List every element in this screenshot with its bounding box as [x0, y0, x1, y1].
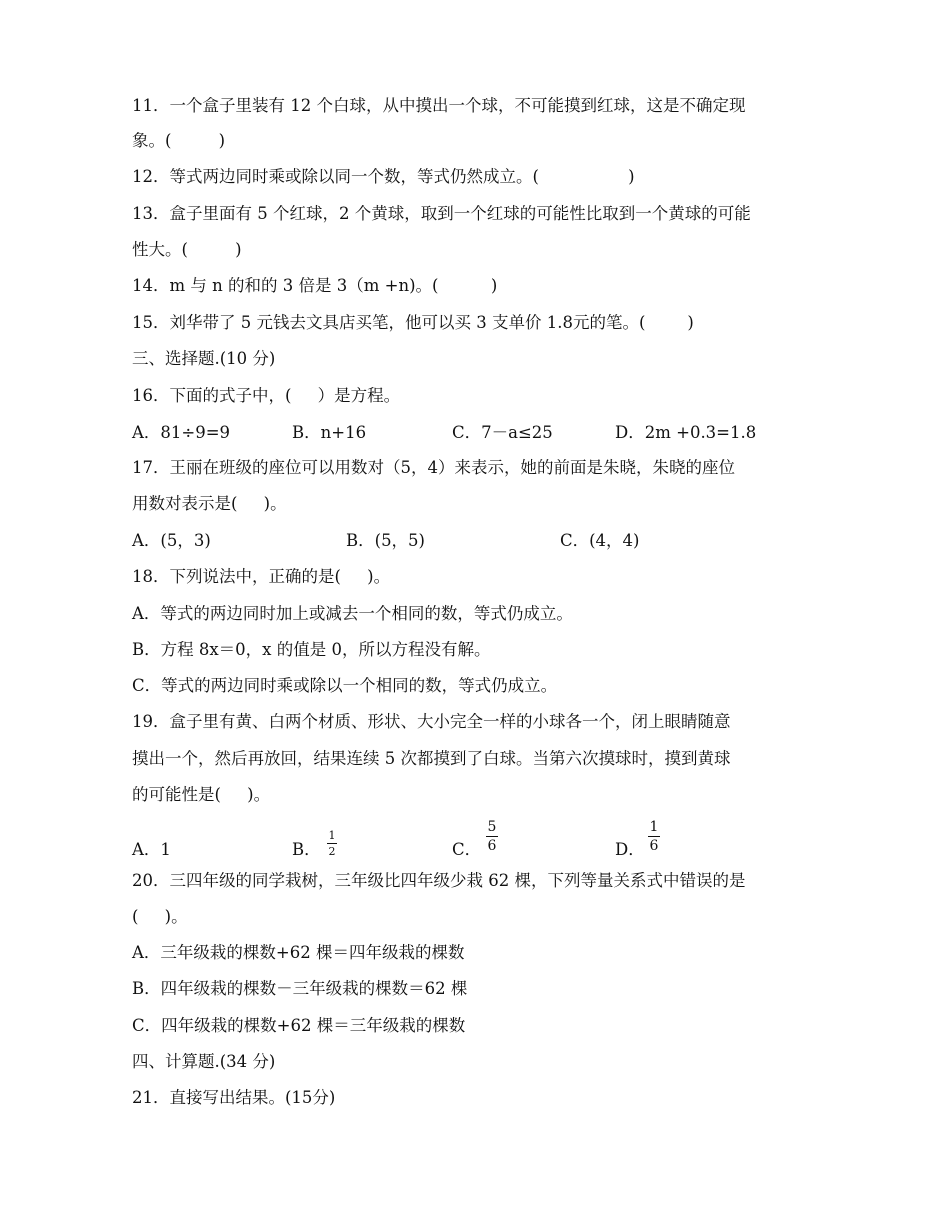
q21-line: 21．直接写出结果。(15分) [132, 1088, 336, 1107]
q19-option-d-fraction [648, 820, 660, 853]
q20-option-b: B．四年级栽的棵数－三年级栽的棵数＝62 棵 [132, 979, 468, 998]
q15-line: 15．刘华带了 5 元钱去文具店买笔，他可以买 3 支单价 1.8元的笔。( ) [132, 313, 694, 332]
q16-option-c: C．7－a≤25 [452, 423, 553, 442]
section-4-heading: 四、计算题.(34 分) [132, 1052, 276, 1071]
q12-line: 12．等式两边同时乘或除以同一个数，等式仍然成立。( ) [132, 167, 635, 186]
section-3-heading: 三、选择题.(10 分) [132, 349, 276, 368]
q20-line-2: ( )。 [132, 907, 188, 926]
q19-option-a: A．1 [132, 840, 171, 859]
q14-line: 14．m 与 n 的和的 3 倍是 3（m +n)。( ) [132, 276, 498, 295]
q13-line-1: 13．盒子里面有 5 个红球，2 个黄球，取到一个红球的可能性比取到一个黄球的可能 [132, 204, 751, 223]
fraction-numerator: 1 [328, 829, 336, 842]
q20-option-a: A．三年级栽的棵数+62 棵＝四年级栽的棵数 [132, 943, 465, 962]
q19-option-b-fraction [327, 830, 337, 857]
q19-option-d: D． [615, 840, 645, 859]
q11-line-2: 象。( ) [132, 131, 226, 150]
fraction-bar [648, 836, 660, 837]
q18-line: 18．下列说法中，正确的是( )。 [132, 567, 391, 586]
q19-line-2: 摸出一个，然后再放回，结果连续 5 次都摸到了白球。当第六次摸球时，摸到黄球 [132, 749, 731, 768]
fraction-denominator: 6 [487, 838, 497, 854]
q17-option-b: B．(5，5) [346, 531, 425, 550]
q17-line-2: 用数对表示是( )。 [132, 494, 287, 513]
q13-line-2: 性大。( ) [132, 240, 242, 259]
q17-option-c: C．(4，4) [560, 531, 640, 550]
fraction-denominator: 2 [328, 845, 336, 858]
q20-option-c: C．四年级栽的棵数+62 棵＝三年级栽的棵数 [132, 1016, 466, 1035]
fraction-numerator: 5 [487, 819, 497, 835]
fraction-numerator: 1 [649, 819, 659, 835]
q18-option-b: B．方程 8x＝0，x 的值是 0，所以方程没有解。 [132, 640, 491, 659]
q19-options [132, 819, 832, 860]
q16-line: 16．下面的式子中，( ）是方程。 [132, 386, 401, 405]
q17-option-a: A．(5，3) [132, 531, 211, 550]
fraction-bar [486, 836, 498, 837]
q11-line-1: 11．一个盒子里装有 12 个白球，从中摸出一个球，不可能摸到红球，这是不确定现 [132, 96, 746, 115]
q16-option-d: D．2m +0.3=1.8 [615, 423, 757, 442]
q16-option-a: A．81÷9=9 [132, 423, 231, 442]
q18-option-a: A．等式的两边同时加上或减去一个相同的数，等式仍成立。 [132, 604, 573, 623]
q19-option-c-fraction [486, 820, 498, 853]
q16-option-b: B．n+16 [292, 423, 367, 442]
fraction-bar [327, 843, 337, 844]
fraction-denominator: 6 [649, 838, 659, 854]
q19-option-c: C． [452, 840, 482, 859]
q18-option-c: C．等式的两边同时乘或除以一个相同的数，等式仍成立。 [132, 676, 558, 695]
q19-line-1: 19．盒子里有黄、白两个材质、形状、大小完全一样的小球各一个，闭上眼睛随意 [132, 712, 731, 731]
q20-line-1: 20．三四年级的同学栽树，三年级比四年级少栽 62 棵，下列等量关系式中错误的是 [132, 871, 746, 890]
q17-line-1: 17．王丽在班级的座位可以用数对（5，4）来表示，她的前面是朱晓，朱晓的座位 [132, 458, 735, 477]
q19-option-b: B． [292, 840, 321, 859]
q19-line-3: 的可能性是( )。 [132, 785, 271, 804]
